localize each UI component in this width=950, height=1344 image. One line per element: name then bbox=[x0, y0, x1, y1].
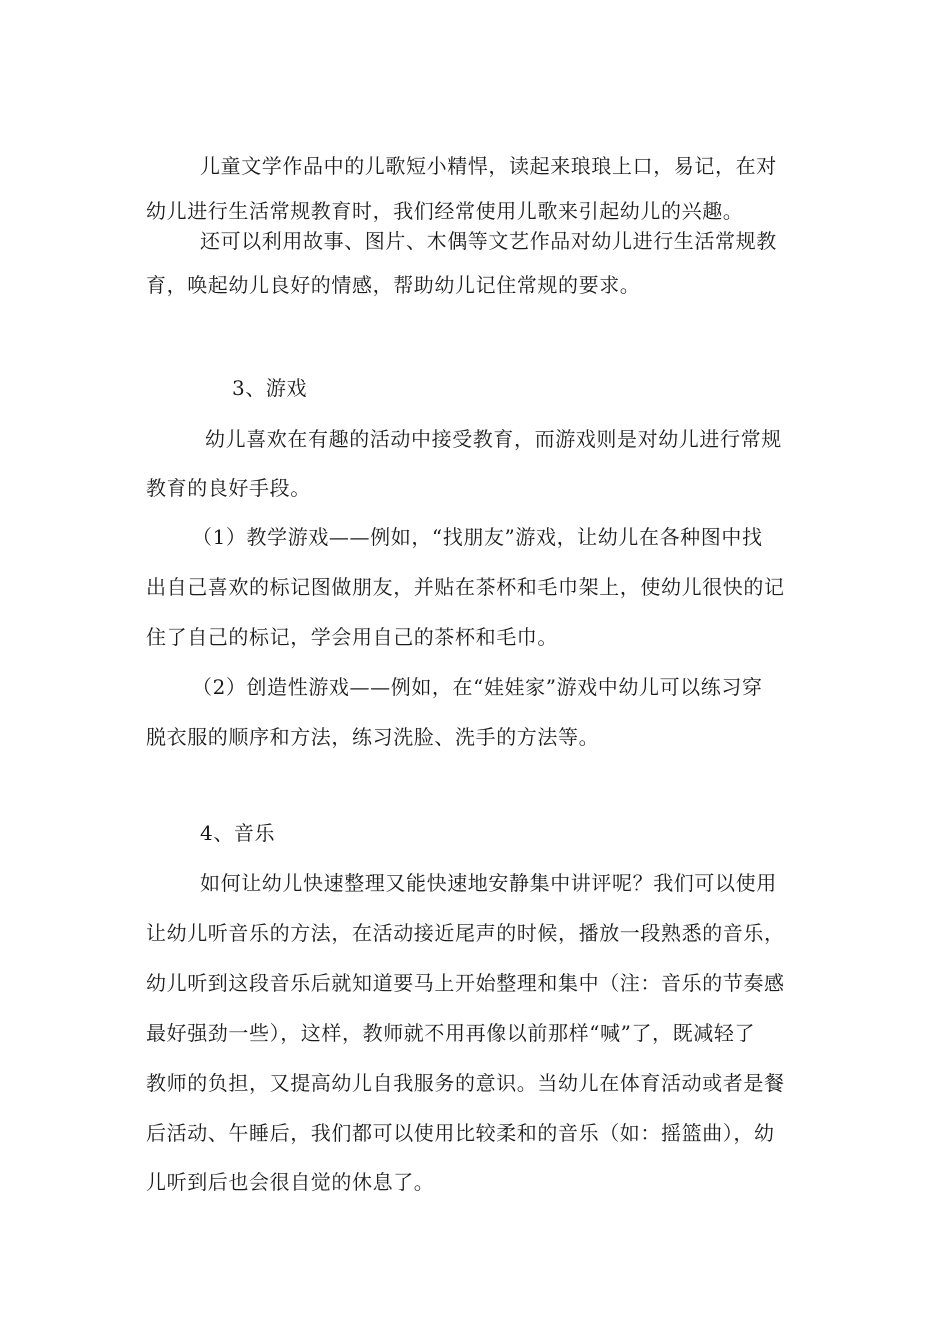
paragraph-5-line-2: 脱衣服的顺序和方法，练习洗脸、洗手的方法等。 bbox=[146, 725, 600, 749]
paragraph-6-line-1: 如何让幼儿快速整理又能快速地安静集中讲评呢？我们可以使用 bbox=[200, 871, 777, 895]
paragraph-4-line-2: 出自己喜欢的标记图做朋友，并贴在茶杯和毛巾架上，使幼儿很快的记 bbox=[146, 575, 785, 599]
paragraph-6-line-2: 让幼儿听音乐的方法，在活动接近尾声的时候，播放一段熟悉的音乐， bbox=[146, 921, 785, 945]
section-heading-games: 3、游戏 bbox=[232, 376, 308, 400]
paragraph-5-line-1: （2）创造性游戏——例如，在“娃娃家”游戏中幼儿可以练习穿 bbox=[192, 675, 763, 699]
paragraph-2-line-2: 育，唤起幼儿良好的情感，帮助幼儿记住常规的要求。 bbox=[146, 273, 641, 297]
paragraph-6-line-5: 教师的负担，又提高幼儿自我服务的意识。当幼儿在体育活动或者是餐 bbox=[146, 1071, 785, 1095]
paragraph-2-line-1: 还可以利用故事、图片、木偶等文艺作品对幼儿进行生活常规教 bbox=[200, 229, 777, 253]
paragraph-4-line-3: 住了自己的标记，学会用自己的茶杯和毛巾。 bbox=[146, 625, 558, 649]
paragraph-6-line-4: 最好强劲一些），这样，教师就不用再像以前那样“喊”了，既减轻了 bbox=[146, 1021, 756, 1045]
paragraph-4-line-1: （1）教学游戏——例如，“找朋友”游戏，让幼儿在各种图中找 bbox=[192, 525, 763, 549]
paragraph-6-line-3: 幼儿听到这段音乐后就知道要马上开始整理和集中（注：音乐的节奏感 bbox=[146, 971, 785, 995]
paragraph-6-line-7: 儿听到后也会很自觉的休息了。 bbox=[146, 1170, 435, 1194]
paragraph-6-line-6: 后活动、午睡后，我们都可以使用比较柔和的音乐（如：摇篮曲），幼 bbox=[146, 1121, 775, 1145]
paragraph-3-line-1: 幼儿喜欢在有趣的活动中接受教育，而游戏则是对幼儿进行常规 bbox=[205, 427, 782, 451]
paragraph-1-line-2: 幼儿进行生活常规教育时，我们经常使用儿歌来引起幼儿的兴趣。 bbox=[146, 199, 744, 223]
section-heading-music: 4、音乐 bbox=[200, 821, 276, 845]
paragraph-1-line-1: 儿童文学作品中的儿歌短小精悍，读起来琅琅上口，易记，在对 bbox=[200, 154, 777, 178]
paragraph-3-line-2: 教育的良好手段。 bbox=[146, 476, 311, 500]
